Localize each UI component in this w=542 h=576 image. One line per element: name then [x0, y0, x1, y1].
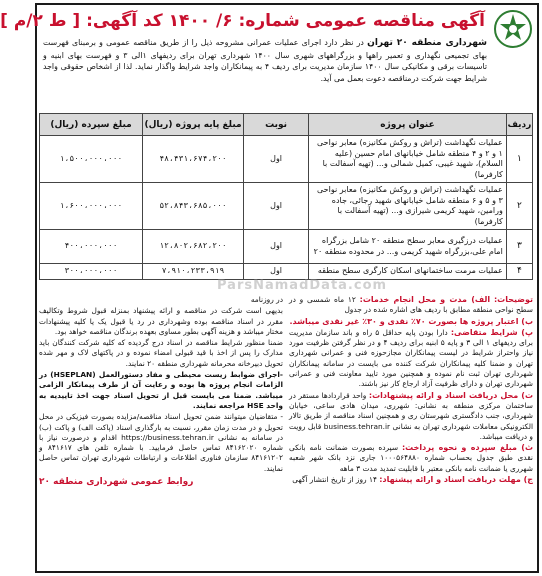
notice-code: کد آگهی: [ ط ۲/م ] — [0, 11, 163, 31]
project-title: عملیات درزگیری معابر سطح منطقه ۲۰ شامل بزرگراه امام علی،بزرگراه شهید کریمی و... در محدوده منطقه ۲۰ — [309, 230, 507, 264]
intro-paragraph — [43, 37, 487, 84]
note-c-label: پ) شرایط متقاضی: — [450, 327, 534, 337]
note-d — [289, 391, 533, 442]
project-title: عملیات نگهداشت (تراش و روکش مکانیزه) معابر نواحی ۳ و ۵ و ۶ منطقه شامل خیابانهای شهید رجائی، جاده ورامین، شهید کریمی شیرازی و... (تهیه آسفالت با کارفرما) — [309, 183, 507, 230]
note-d-text: واحد قراردادها مستقر در ساختمان مرکزی منطقه به نشانی: شهرری، میدان هادی ساعی، خیابان شهرداری، جنب دادگستری شهرستان ری و همچنین اسناد مناقصه از طریق تالار الکترونیکی معاملات شهرداری تهران به نشانی business.tehran.ir قابل رویت و دریافت میباشد. — [289, 390, 533, 441]
base-amount: ۴۸،۴۳۱،۶۷۴،۲۰۰ — [143, 136, 244, 183]
note-e — [289, 443, 533, 474]
header-row-number: ردیف — [506, 114, 532, 136]
header-base-amount: مبلغ پایه پروژه (ریال) — [143, 114, 244, 136]
note-e-text: سپرده بصورت ضمانت نامه بانکی نقدی طبق جدول بحساب شماره ۱۰۰۰۵۶۴۸۸۰ جاری نزد بانک شهر شعبه شهرری یا ضمانت نامه بانکی معتبر با قابلیت تمدید مدت ۳ ماهه — [289, 443, 533, 473]
tehran-municipality-logo-icon — [493, 9, 533, 49]
intro-lead: شهرداری منطقه ۲۰ تهران — [367, 38, 487, 48]
turn: اول — [244, 230, 309, 264]
notes-section — [39, 295, 533, 565]
note-left-1: در روزنامه — [250, 295, 283, 304]
tender-notice — [0, 3, 539, 573]
deposit-amount: ۳۰۰،۰۰۰،۰۰۰ — [40, 264, 143, 280]
base-amount: ۷،۹۱۰،۲۳۳،۹۱۹ — [143, 264, 244, 280]
note-a-label: الف) مدت و محل انجام خدمات: — [359, 295, 491, 304]
row-number: ۱ — [506, 136, 532, 183]
note-f-text: ۱۴ روز از تاریخ انتشار آگهی — [292, 475, 377, 485]
note-a — [289, 295, 533, 316]
project-title: عملیات مرمت ساختمانهای اسکان کارگری سطح منطقه — [309, 264, 507, 280]
header-turn: نوبت — [244, 114, 309, 136]
project-title: عملیات نگهداشت (تراش و روکش مکانیزه) معابر نواحی ۱ و ۲ و ۴ منطقه شامل خیابانهای امام حسین (علیه السلام)، شهید غیبی، کمیل شمالی و... (تهیه آسفالت با کارفرما) — [309, 136, 507, 183]
deposit-amount: ۱،۶۰۰،۰۰۰،۰۰۰ — [40, 183, 143, 230]
base-amount: ۱۲،۸۰۲،۶۸۲،۲۰۰ — [143, 230, 244, 264]
note-c — [289, 328, 533, 390]
notice-title — [0, 11, 485, 31]
base-amount: ۵۲،۸۴۳،۶۸۵،۰۰۰ — [143, 183, 244, 230]
notice-number: شماره: ۶/ ۱۴۰۰ — [168, 11, 300, 31]
note-b-label: ب) اعتبار پروژه ها بصورت ۷۰٪ نقدی و ۳۰٪ غیر نقدی میباشد. — [289, 316, 533, 326]
note-left-2: بدیهی است شرکت در مناقصه و ارائه پیشنهاد بمنزله قبول شروط وتکالیف مقرر در اسناد مناقصه بوده وشهرداری در رد یا قبول یک یا کلیه پیشنهادات مختار میباشد و هزینه آگهی بطور مساوی بعهده برندگان مناقصه خواهد بود. — [39, 306, 283, 336]
deposit-amount: ۱،۵۰۰،۰۰۰،۰۰۰ — [40, 136, 143, 183]
notes-column-left — [39, 295, 283, 487]
note-e-label: ث) مبلغ سپرده و نحوه پرداخت: — [401, 443, 533, 453]
table-row — [40, 230, 533, 264]
signature-text: روابط عمومی شهرداری منطقه ۲۰ — [39, 477, 194, 488]
note-left-3: ضمنا منظور شرایط مناقصه در اسناد درج گردیده که کلیه شرکت کنندگان باید مدارک را پس از اخذ با قید قبولی امضاء نموده و در پاکتهای لاک و مهر شده تحویل دبیرخانه محرمانه شهرداری منطقه ۲۰ نمایند. — [39, 338, 283, 368]
intro-text: در نظر دارد اجرای عملیات عمرانی مشروحه ذیل را از طریق مناقصه عمومی و برمبنای فهرست بهای تجمیعی نگهداری و تعمیر راهها و بزرگراههای شهری سال ۱۴۰۰ شهرداری تهران برای ردیفهای ۱الی ۳ و فهرست بهای ابنیه و تاسیسات برقی و مکانیکی سال ۱۴۰۰ سازمان مدیریت برای ردیف ۴ به پیمانکاران واجد شرایط واگذار نماید. لذا از اشخاص حقوقی واجد شرایط جهت شرکت درمناقصه دعوت بعمل می آید. — [43, 38, 488, 83]
note-a-text: ۱۲ ماه شمسی و در سطح نواحی منطقه مطابق با ردیف های اشاره شده در جدول — [289, 295, 533, 315]
table-row — [40, 136, 533, 183]
deposit-amount: ۴۰۰،۰۰۰،۰۰۰ — [40, 230, 143, 264]
projects-table — [39, 113, 533, 280]
header-deposit-amount: مبلغ سپرده (ریال) — [40, 114, 143, 136]
turn: اول — [244, 136, 309, 183]
note-c-text: دارا بودن پایه حداقل ۵ راه و باند سازمان مدیریت برای ردیفهای ۱ الی ۳ و پایه ۵ ابنیه برای ردیف ۴ و در نظر گرفتن ظرفیت مورد نیاز واحتراز شرایط در لیست پیمانکاران مجازحوزه فنی و عمرانی شهرداری تهران و ضمنا کلیه پیمانکاران شرکت کننده می بایست در سامانه پیمانکاران شهرداری تهران ثبت نام نموده و همچنین مورد تایید معاونت فنی و عمرانی شهرداری تهران و دارای ظرفیت آزاد ارجاع کار نیز باشند. — [289, 327, 533, 389]
row-number: ۲ — [506, 183, 532, 230]
table-row — [40, 183, 533, 230]
header-project-title: عنوان پروژه — [309, 114, 507, 136]
note-left-5: - متقاضیان میتوانند ضمن تحویل اسناد مناقصه/مزایده بصورت فیزیکی در محل تحویل و در مدت زمان مقرر، نسبت به بارگذاری اسناد (پاکت الف) و پاکت (ب) در سامانه به نشانی https://business.tehran.ir اقدام و درصورت نیاز با شماره ۸۴۱۶۲۰۲۰ تماس حاصل فرمایید. با شماره تلفن های ۸۴۱۶۱۷ و ۸۴۱۶۱۲۰۲ سازمان فناوری اطلاعات و ارتباطات شهرداری تهران تماس حاصل نمایند. — [39, 412, 284, 473]
note-f-label: ج) مهلت دریافت اسناد و ارائه پیشنهاد: — [379, 475, 533, 485]
row-number: ۴ — [506, 264, 532, 280]
row-number: ۳ — [506, 230, 532, 264]
turn: اول — [244, 183, 309, 230]
note-f — [289, 475, 533, 485]
notes-column-right — [289, 295, 533, 486]
table-header-row — [40, 114, 533, 136]
note-b — [289, 317, 533, 327]
title-text: آگهی مناقصه عمومی — [305, 11, 485, 31]
note-d-label: ت) محل دریافت اسناد و ارائه پیشنهادات: — [368, 390, 533, 400]
watermark-text: ParsNamadData.com — [217, 278, 388, 293]
note-left-4: -اجرای ضوابط زیست محیطی و مفاد دستورالعمل (HSEPLAN) در الزامات انجام پروژه ها بوده و رعایت آن از طرف پیمانکار الزامی میباشد. ضمنا می بایست قبل از تحویل اسناد جهت اخذ تاییدیه به واحد HSE مراجعه نمایند. — [39, 370, 284, 410]
turn: اول — [244, 264, 309, 280]
notes-heading: توضیحات: — [493, 295, 533, 304]
